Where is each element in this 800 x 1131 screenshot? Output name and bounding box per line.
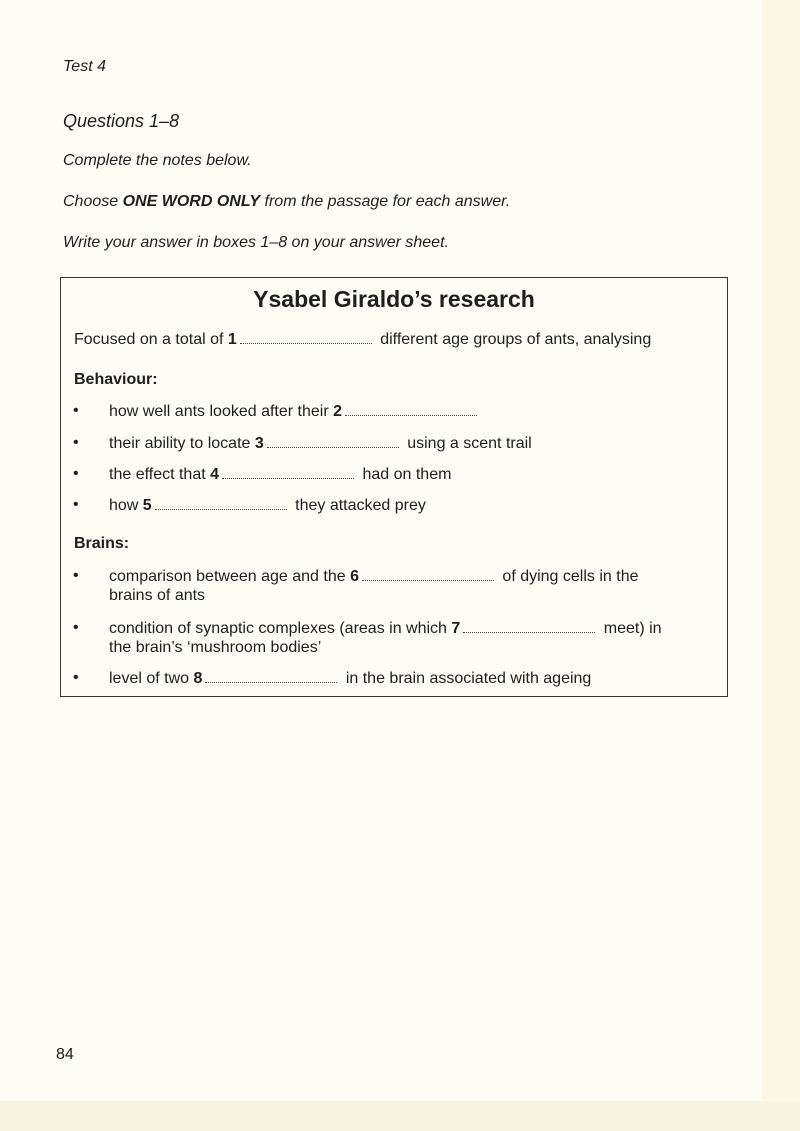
answer-gap-3[interactable] — [267, 445, 399, 448]
item-text-after: in the brain associated with ageing — [341, 670, 592, 687]
item-text-continued: the brain’s ‘mushroom bodies’ — [109, 639, 322, 656]
instruction-choose-word — [63, 193, 510, 211]
bullet-icon: • — [73, 567, 79, 584]
item-text-before: how well ants looked after their — [109, 403, 334, 420]
answer-number-3: 3 — [254, 435, 264, 452]
item-text-continued: brains of ants — [109, 587, 206, 604]
item-text-after: of dying cells in the — [497, 568, 639, 585]
item-text-after: they attacked prey — [290, 497, 426, 514]
item-text-before: their ability to locate — [109, 435, 255, 452]
answer-gap-5[interactable] — [155, 507, 287, 510]
page-number: 84 — [56, 1046, 74, 1063]
bullet-icon: • — [73, 496, 79, 513]
item-text-before: level of two — [109, 670, 194, 687]
bullet-icon: • — [73, 434, 79, 451]
answer-gap-1[interactable] — [240, 341, 372, 344]
answer-number-7: 7 — [451, 620, 461, 637]
answer-number-6: 6 — [350, 568, 359, 585]
behaviour-item — [109, 465, 451, 484]
item-text-before: comparison between age and the — [109, 568, 351, 585]
item-text-after: meet) in — [599, 620, 662, 637]
answer-number-1: 1 — [227, 331, 237, 348]
intro-text-before: Focused on a total of — [74, 331, 228, 348]
behaviour-heading: Behaviour: — [74, 371, 158, 388]
instruction-complete-notes: Complete the notes below. — [63, 152, 252, 169]
notes-title: Ysabel Giraldo’s research — [253, 286, 535, 312]
instruction-prefix: Choose — [63, 193, 123, 210]
item-text-before: condition of synaptic complexes (areas in which — [109, 620, 452, 637]
brains-heading: Brains: — [74, 535, 130, 552]
bullet-icon: • — [73, 619, 79, 636]
answer-number-4: 4 — [210, 466, 220, 483]
answer-gap-6[interactable] — [362, 578, 494, 581]
brains-item — [109, 567, 639, 605]
answer-gap-7[interactable] — [463, 630, 595, 633]
item-text-before: how — [109, 497, 143, 514]
questions-title: Questions 1–8 — [63, 111, 180, 131]
answer-number-8: 8 — [193, 670, 203, 687]
test-label: Test 4 — [63, 58, 106, 75]
answer-gap-2[interactable] — [345, 413, 477, 416]
notes-box — [60, 277, 728, 697]
behaviour-item — [109, 496, 426, 515]
answer-gap-4[interactable] — [222, 476, 354, 479]
item-text-before: the effect that — [109, 466, 211, 483]
page-right-edge — [762, 0, 800, 1131]
instruction-answer-boxes: Write your answer in boxes 1–8 on your answer sheet. — [63, 234, 449, 251]
answer-gap-8[interactable] — [205, 680, 337, 683]
item-text-after: using a scent trail — [402, 435, 532, 452]
brains-item — [109, 669, 591, 688]
item-text-after: had on them — [358, 466, 452, 483]
page-bottom-edge — [0, 1101, 800, 1131]
behaviour-item — [109, 402, 481, 421]
instruction-suffix: from the passage for each answer. — [260, 193, 511, 210]
brains-item — [109, 619, 662, 657]
answer-number-5: 5 — [142, 497, 152, 514]
bullet-icon: • — [73, 669, 79, 686]
intro-line — [74, 331, 651, 349]
instruction-emphasis: ONE WORD ONLY — [122, 193, 261, 210]
bullet-icon: • — [73, 465, 79, 482]
answer-number-2: 2 — [333, 403, 343, 420]
bullet-icon: • — [73, 402, 79, 419]
behaviour-item — [109, 434, 532, 453]
intro-text-after: different age groups of ants, analysing — [375, 331, 652, 348]
